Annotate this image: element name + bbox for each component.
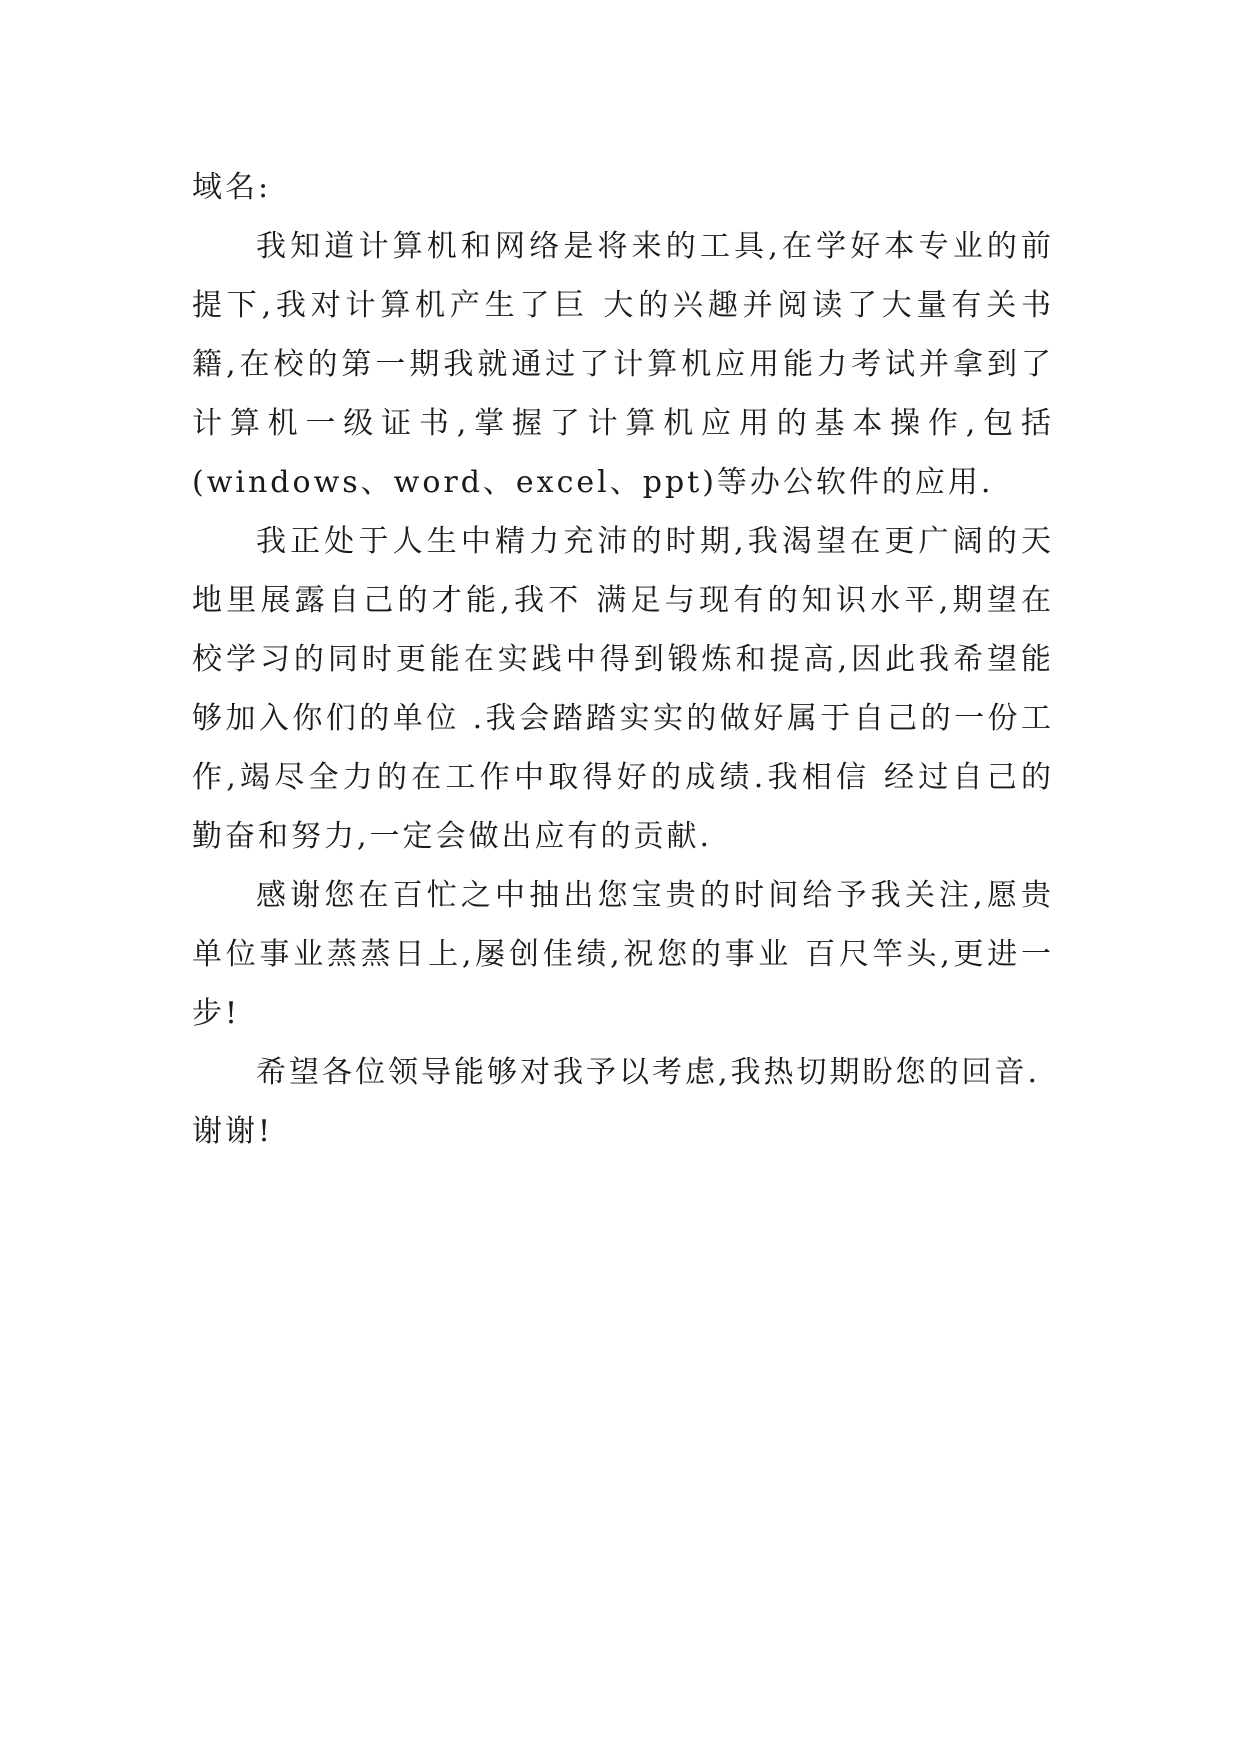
letter-body [192, 158, 1054, 1161]
paragraph-request: 希望各位领导能够对我予以考虑,我热切期盼您的回音. [256, 1055, 1041, 1090]
paragraph-thanks: 感谢您在百忙之中抽出您宝贵的时间给予我关注,愿贵单位事业蒸蒸日上,屡创佳绩,祝您的事业 百尺竿头,更进一步! [192, 878, 1054, 1031]
letter-heading: 域名: [192, 170, 272, 205]
letter-closing: 谢谢! [192, 1114, 274, 1149]
paragraph-aspirations: 我正处于人生中精力充沛的时期,我渴望在更广阔的天地里展露自己的才能,我不 满足与现有的知识水平,期望在校学习的同时更能在实践中得到锻炼和提高,因此我希望能够加入你们的单位 .我会踏踏实实的做好属于自己的一份工作,竭尽全力的在工作中取得好的成绩.我相信 经过自己的勤奋和努力,一定会做出应有的贡献. [192, 524, 1054, 854]
paragraph-computer-skills: 我知道计算机和网络是将来的工具,在学好本专业的前提下,我对计算机产生了巨 大的兴趣并阅读了大量有关书籍,在校的第一期我就通过了计算机应用能力考试并拿到了计算机一级证书,掌握了计算机应用的基本操作,包括(windows、word、excel、ppt)等办公软件的应用. [192, 229, 1054, 500]
